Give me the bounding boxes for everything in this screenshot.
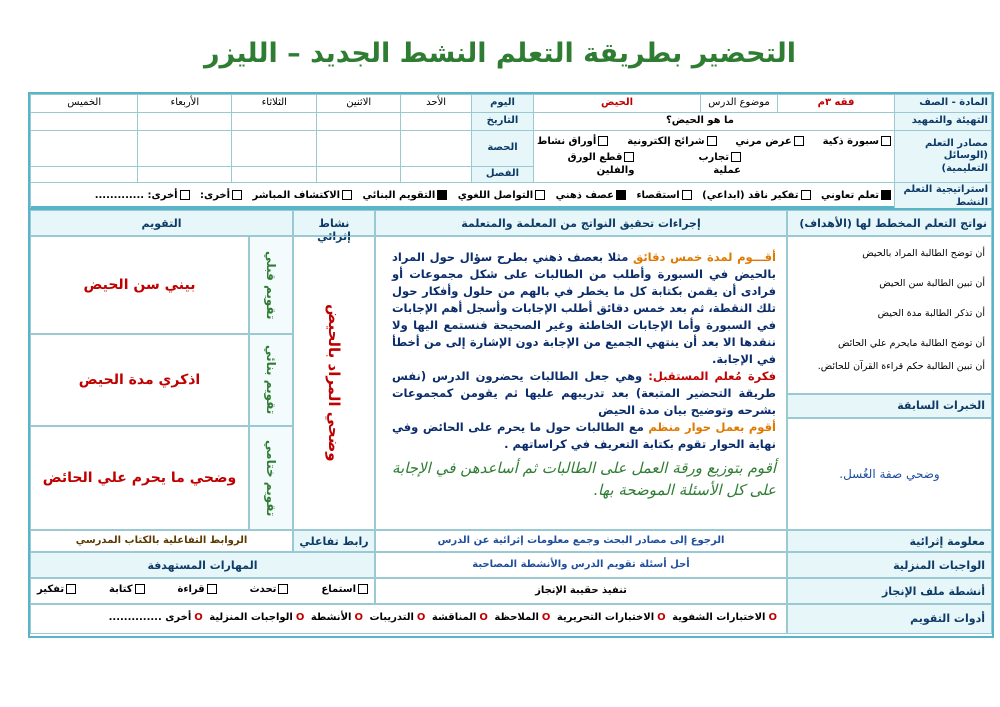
procedure-brainstorm: أقـــوم لمدة خمس دقائق مثلا بعصف ذهني بطرح سؤال حول المراد بالحيض في السبورة وأطلب من الطالبات على شكل مجموعات أو فرادى أن يقمن بكتابة كل ما يخطر في بالهم من حلول وأفكار حول تلك النقطة، ثم بعد خمس دقائق أطلب الإجابات وأسجل أهم الإجابات في السبورة وأما الإجابات الخاطئة وغير الصحيحة فنستمع اليها ولا ننقدها الا بعد أن ينتهي الجميع من الإجابة دون الإشارة إلى من أخطأ في الإجابة. <box>392 250 776 366</box>
prior-value: وضحي صفة الغُسل. <box>839 467 940 481</box>
sources-label: مصادر التعلم (الوسائل التعليمية) <box>895 131 992 183</box>
objective-1: أن توضح الطالبة المراد بالحيض <box>862 248 985 259</box>
strategy-cooperative[interactable]: تعلم تعاوني <box>821 190 891 201</box>
checkbox-icon <box>731 152 741 162</box>
tool-exercises[interactable]: Oالتدريبات <box>369 612 426 623</box>
link-value[interactable]: الروابط التفاعلية بالكتاب المدرسي <box>30 530 293 552</box>
portfolio-value: تنفيذ حقيبة الإنجاز <box>375 578 787 604</box>
evaluation-header: التقويم <box>30 210 293 236</box>
checkbox-icon <box>682 190 692 200</box>
eval-type-pre-label: تقويم قبلي <box>264 250 278 320</box>
lesson-label: موضوع الدرس <box>701 95 778 113</box>
checkbox-checked-icon <box>437 190 447 200</box>
page-title: التحضير بطريقة التعلم النشط الجديد – الليزر <box>204 38 796 69</box>
day-sun: الأحد <box>401 95 472 113</box>
checkbox-checked-icon <box>881 190 891 200</box>
tool-oral[interactable]: Oالاختبارات الشفوية <box>672 612 777 623</box>
enrichment-label: معلومة إثرائية <box>787 530 992 552</box>
strategy-inquiry[interactable]: استقصاء <box>636 190 691 201</box>
subject-value: فقه ٣م <box>778 95 895 113</box>
procedures-cell <box>375 236 787 530</box>
eval-question-final: وضحي ما يحرم علي الحائض <box>30 426 249 530</box>
tool-activities[interactable]: Oالأنشطة <box>310 612 363 623</box>
procedure-worksheet: أقوم بتوزيع ورقة العمل على الطالبات ثم أساعدهن في الإجابة على كل الأسئلة الموضحة بها. <box>392 459 776 499</box>
objective-3: أن تذكر الطالبة مدة الحيض <box>877 308 985 319</box>
option-marker-icon: O <box>479 612 488 623</box>
sources-cell <box>534 131 895 183</box>
checkbox-icon <box>358 584 368 594</box>
lesson-value: الحيض <box>534 95 701 113</box>
checkbox-icon <box>535 190 545 200</box>
eval-type-formative <box>249 334 293 426</box>
prior-cell <box>787 418 992 530</box>
source-experiments[interactable]: تجارب عملية <box>698 152 741 176</box>
date-label: التاريخ <box>472 113 534 131</box>
option-marker-icon: O <box>354 612 363 623</box>
option-marker-icon: O <box>416 612 426 623</box>
checkbox-icon <box>881 136 891 146</box>
option-marker-icon: O <box>768 612 777 623</box>
procedure-dialogue: أقوم بعمل حوار منظم مع الطالبات حول ما يحرم على الحائض وفي نهاية الحوار تقوم بكتابة التعريف في كراساتهم . <box>392 420 776 451</box>
checkbox-icon <box>707 136 717 146</box>
option-marker-icon: O <box>295 612 305 623</box>
tool-observation[interactable]: Oالملاحظة <box>494 612 551 623</box>
strategies-label: استراتيجية التعلم النشط <box>895 183 992 211</box>
tool-other[interactable]: Oأخرى .............. <box>108 612 203 623</box>
eval-question-pre: بيني سن الحيض <box>30 236 249 334</box>
strategies-cell <box>31 183 895 211</box>
skill-thinking[interactable]: تفكير <box>37 584 76 598</box>
source-slides[interactable]: شرائح إلكترونية <box>627 136 716 149</box>
objectives-header: نواتج التعلم المخطط لها (الأهداف) <box>787 210 992 236</box>
homework-label: الواجبات المنزلية <box>787 552 992 578</box>
class-label: الفصل <box>472 167 534 183</box>
strategy-brainstorm[interactable]: عصف ذهني <box>556 190 626 201</box>
activity-value: وضحي المراد بالحيض <box>325 304 343 462</box>
objective-5: أن تبين الطالبة حكم قراءة القرآن للحائض. <box>817 361 985 372</box>
procedures-header: إجراءات تحقيق النواتج من المعلمة والمتعلمة <box>375 210 787 236</box>
checkbox-icon <box>342 190 352 200</box>
tools-label: أدوات التقويم <box>787 604 992 634</box>
checkbox-checked-icon <box>616 190 626 200</box>
checkbox-icon <box>207 584 217 594</box>
strategy-other-2[interactable]: أخرى: ............. <box>95 190 190 201</box>
option-marker-icon: O <box>194 612 203 623</box>
subject-label: المادة - الصف <box>895 95 992 113</box>
checkbox-icon <box>180 190 190 200</box>
skill-speaking[interactable]: تحدث <box>250 584 289 598</box>
activity-cell <box>293 236 375 530</box>
objectives-list <box>787 236 992 394</box>
tools-row <box>30 604 787 634</box>
checkbox-icon <box>794 136 804 146</box>
day-thu: الخميس <box>31 95 138 113</box>
strategy-other-1[interactable]: أخرى: <box>200 190 242 201</box>
skill-reading[interactable]: قراءة <box>177 584 216 598</box>
eval-type-final-label: تقويم ختامي <box>264 439 278 517</box>
enrichment-value: الرجوع إلى مصادر البحث وجمع معلومات إثرائية عن الدرس <box>375 530 787 552</box>
main-section <box>28 208 994 638</box>
checkbox-icon <box>66 584 76 594</box>
portfolio-label: أنشطة ملف الإنجاز <box>787 578 992 604</box>
objective-2: أن تبين الطالبة سن الحيض <box>879 278 985 289</box>
source-smartboard[interactable]: سبورة ذكية <box>823 136 891 149</box>
source-flexible-display[interactable]: عرض مرني <box>735 136 803 149</box>
top-section <box>28 92 994 208</box>
day-mon: الاثنين <box>317 95 401 113</box>
link-label: رابط تفاعلي <box>293 530 375 552</box>
period-label: الحصة <box>472 131 534 167</box>
source-worksheets[interactable]: أوراق نشاط <box>537 136 608 149</box>
source-paper-cork[interactable]: قطع الورق والفلين <box>567 152 635 176</box>
intro-label: التهيئة والتمهيد <box>895 113 992 131</box>
eval-question-formative: اذكري مدة الحيض <box>30 334 249 426</box>
checkbox-icon <box>278 584 288 594</box>
activity-header: نشاط إثرائي <box>293 210 375 236</box>
skill-listening[interactable]: استماع <box>321 584 368 598</box>
intro-value: ما هو الحيض؟ <box>534 113 895 131</box>
tool-discussion[interactable]: Oالمناقشة <box>431 612 488 623</box>
strategy-formative[interactable]: التقويم البنائي <box>363 190 448 201</box>
option-marker-icon: O <box>657 612 666 623</box>
skills-label: المهارات المستهدفة <box>30 552 375 578</box>
top-table <box>30 94 992 211</box>
day-wed: الأربعاء <box>138 95 232 113</box>
objective-4: أن توضح الطالبة مايحرم علي الحائض <box>838 338 985 349</box>
prior-header: الخبرات السابقة <box>787 394 992 418</box>
checkbox-icon <box>801 190 811 200</box>
day-tue: الثلاثاء <box>232 95 317 113</box>
checkbox-icon <box>598 136 608 146</box>
checkbox-icon <box>624 152 634 162</box>
option-marker-icon: O <box>541 612 551 623</box>
strategy-language[interactable]: التواصل اللغوي <box>458 190 545 201</box>
eval-type-pre <box>249 236 293 334</box>
tool-homework[interactable]: Oالواجبات المنزلية <box>209 612 305 623</box>
homework-value: أحل أسئلة تقويم الدرس والأنشطة المصاحبة <box>375 552 787 578</box>
skills-row <box>30 578 375 604</box>
eval-type-formative-label: تقويم بنائي <box>264 345 278 415</box>
procedure-teacher-idea: فكرة مُعلم المستقبل: وهي جعل الطالبات يحضرون الدرس (نفس طريقة التحضير المتبعة) بعد تدريبهم عليها ثم يقومن كمجموعات بشرحه وتوضيح بيان مدة الحيض <box>392 369 776 417</box>
tool-written[interactable]: Oالاختبارات التحريرية <box>556 612 666 623</box>
skill-writing[interactable]: كتابة <box>109 584 144 598</box>
strategy-discovery[interactable]: الاكتشاف المباشر <box>253 190 353 201</box>
eval-type-final <box>249 426 293 530</box>
strategy-critical[interactable]: تفكير ناقد (ابداعي) <box>702 190 810 201</box>
checkbox-icon <box>232 190 242 200</box>
day-label: اليوم <box>472 95 534 113</box>
checkbox-icon <box>135 584 145 594</box>
